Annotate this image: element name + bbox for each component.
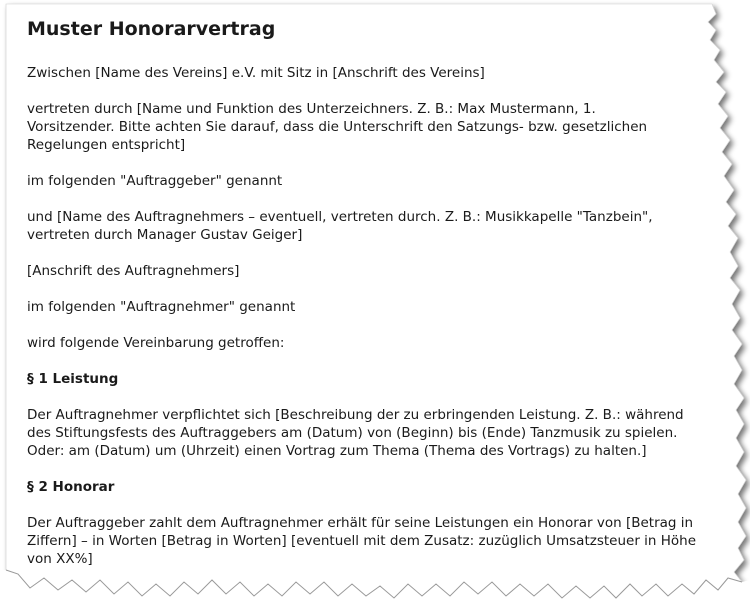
paragraph-contractor-label: im folgenden "Auftragnehmer" genannt — [27, 299, 296, 315]
paragraph-parties: Zwischen [Name des Vereins] e.V. mit Sitz in [Anschrift des Vereins] — [27, 65, 485, 81]
document-title: Muster Honorarvertrag — [27, 18, 276, 40]
section-heading-honorar: § 2 Honorar — [27, 479, 115, 495]
paragraph-client-label: im folgenden "Auftraggeber" genannt — [27, 173, 283, 189]
section-heading-leistung: § 1 Leistung — [27, 371, 119, 387]
section-text-leistung: Der Auftragnehmer verpflichtet sich [Beschreibung der zu erbringenden Leistung. Z. B.: während des Stiftungsfests des Auftraggebers am (Datum) von (Beginn) bis (Ende) Tanzmusik zu spielen. Oder: am (Datum) um (Uhrzeit) einen Vortrag zum Thema (Thema des Vortrags) zu halten.] — [27, 407, 684, 459]
paragraph-represented-by: vertreten durch [Name und Funktion des Unterzeichners. Z. B.: Max Mustermann, 1. Vorsitzender. Bitte achten Sie darauf, dass die Unterschrift den Satzungs- bzw. gesetzlichen Regelungen entspricht] — [27, 101, 648, 153]
paragraph-agreement: wird folgende Vereinbarung getroffen: — [27, 335, 285, 351]
section-text-honorar: Der Auftraggeber zahlt dem Auftragnehmer erhält für seine Leistungen ein Honorar von [Betrag in Ziffern] – in Worten [Betrag in Worten] [eventuell mit dem Zusatz: zuzüglich Umsatzsteuer in Höhe von XX%] — [27, 515, 697, 567]
paragraph-contractor-address: [Anschrift des Auftragnehmers] — [27, 263, 240, 279]
document-body — [27, 18, 707, 586]
paragraph-contractor: und [Name des Auftragnehmers – eventuell, vertreten durch. Z. B.: Musikkapelle "Tanzbein", vertreten durch Manager Gustav Geiger] — [27, 209, 653, 243]
